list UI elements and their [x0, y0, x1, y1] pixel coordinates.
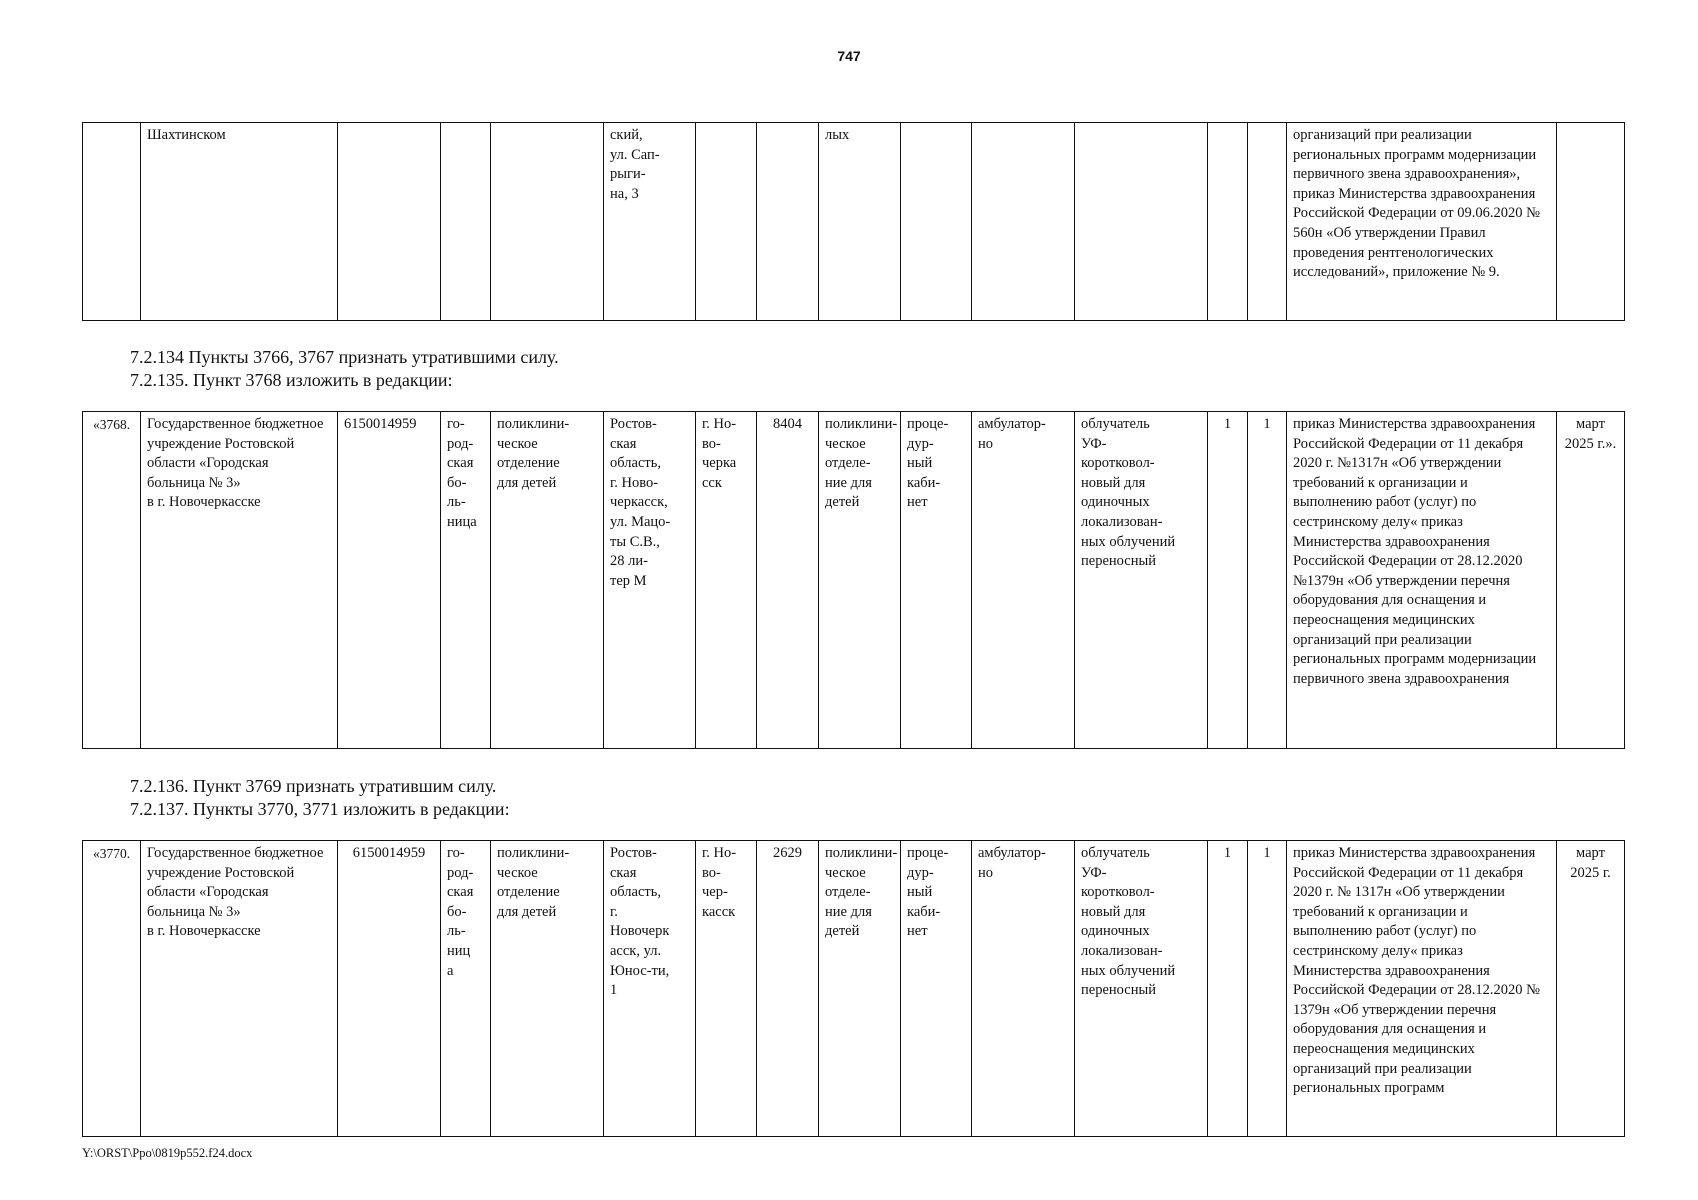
cell-term: [1557, 123, 1625, 321]
cell-name: Государственное бюджетное учреждение Ростовской области «Городская больница № 3» в г. Новочеркасске: [141, 412, 338, 749]
cell-qty1: 1: [1208, 841, 1248, 1137]
page-number: 747: [837, 48, 861, 64]
cell-city: г. Но- во- черка сск: [696, 412, 757, 749]
cell-address: ский, ул. Сап- рыги- на, 3: [604, 123, 696, 321]
table-row: [83, 412, 1625, 749]
paragraph-7-2-136: 7.2.136. Пункт 3769 признать утратившим силу.: [130, 776, 497, 796]
cell-name: Шахтинском: [141, 123, 338, 321]
cell-term: март 2025 г.: [1557, 841, 1625, 1137]
cell-inn: 6150014959: [338, 841, 441, 1137]
cell-room: [901, 123, 972, 321]
cell-basis: приказ Министерства здравоохранения Российской Федерации от 11 декабря 2020 г. №1317н «Об утверждении требований к организации и выполнению работ (услуг) по сестринскому делу« приказ Министерства здравоохранения Российской Федерации от 28.12.2020 №1379н «Об утверждении перечня оборудования для оснащения и переоснащения медицинских организаций при реализации региональных программ модернизации первичного звена здравоохранения: [1287, 412, 1557, 749]
cell-room: проце- дур- ный каби- нет: [901, 841, 972, 1137]
cell-num: «3770.: [83, 841, 141, 1137]
cell-subdivision: лых: [819, 123, 901, 321]
cell-subdivision: поликлини- ческое отделе- ние для детей: [819, 412, 901, 749]
table-point-3768: [82, 411, 1625, 749]
cell-qty2: [1248, 123, 1287, 321]
table-continuation: [82, 122, 1625, 321]
cell-division: [491, 123, 604, 321]
cell-code: 2629: [757, 841, 819, 1137]
footer-file-path: Y:\ORST\Ppo\0819p552.f24.docx: [82, 1146, 253, 1160]
cell-equipment: облучатель УФ- коротковол- новый для одиночных локализован- ных облучений переносный: [1075, 412, 1208, 749]
cell-inn: [338, 123, 441, 321]
cell-type: го- род- ская бо- ль- ниц а: [441, 841, 491, 1137]
cell-conditions: амбулатор- но: [972, 412, 1075, 749]
cell-city: [696, 123, 757, 321]
cell-address: Ростов- ская область, г. Ново- черкасск, ул. Мацо- ты С.В., 28 ли- тер М: [604, 412, 696, 749]
cell-equipment: [1075, 123, 1208, 321]
cell-qty2: 1: [1248, 412, 1287, 749]
cell-term: март 2025 г.».: [1557, 412, 1625, 749]
cell-conditions: амбулатор- но: [972, 841, 1075, 1137]
table-row: [83, 841, 1625, 1137]
cell-qty1: [1208, 123, 1248, 321]
cell-type: го- род- ская бо- ль- ница: [441, 412, 491, 749]
paragraph-7-2-135: 7.2.135. Пункт 3768 изложить в редакции:: [130, 370, 453, 390]
cell-division: поликлини- ческое отделение для детей: [491, 412, 604, 749]
cell-inn: 6150014959: [338, 412, 441, 749]
cell-code: [757, 123, 819, 321]
cell-num: «3768.: [83, 412, 141, 749]
cell-num: [83, 123, 141, 321]
table-point-3770: [82, 840, 1625, 1137]
cell-name: Государственное бюджетное учреждение Ростовской области «Городская больница № 3» в г. Новочеркасске: [141, 841, 338, 1137]
cell-qty1: 1: [1208, 412, 1248, 749]
cell-conditions: [972, 123, 1075, 321]
cell-qty2: 1: [1248, 841, 1287, 1137]
cell-basis: организаций при реализации региональных программ модернизации первичного звена здравоохранения», приказ Министерства здравоохранения Российской Федерации от 09.06.2020 № 560н «Об утверждении Правил проведения рентгенологических исследований», приложение № 9.: [1287, 123, 1557, 321]
cell-code: 8404: [757, 412, 819, 749]
cell-basis: приказ Министерства здравоохранения Российской Федерации от 11 декабря 2020 г. № 1317н «Об утверждении требований к организации и выполнению работ (услуг) по сестринскому делу« приказ Министерства здравоохранения Российской Федерации от 28.12.2020 № 1379н «Об утверждении перечня оборудования для оснащения и переоснащения медицинских организаций при реализации региональных программ: [1287, 841, 1557, 1137]
cell-equipment: облучатель УФ- коротковол- новый для одиночных локализован- ных облучений переносный: [1075, 841, 1208, 1137]
cell-room: проце- дур- ный каби- нет: [901, 412, 972, 749]
cell-address: Ростов- ская область, г. Новочерк асск, ул. Юнос-ти, 1: [604, 841, 696, 1137]
cell-division: поликлини- ческое отделение для детей: [491, 841, 604, 1137]
cell-type: [441, 123, 491, 321]
cell-subdivision: поликлини- ческое отделе- ние для детей: [819, 841, 901, 1137]
cell-city: г. Но- во- чер- касск: [696, 841, 757, 1137]
table-row: [83, 123, 1625, 321]
paragraph-7-2-134: 7.2.134 Пункты 3766, 3767 признать утратившими силу.: [130, 347, 559, 367]
paragraph-7-2-137: 7.2.137. Пункты 3770, 3771 изложить в редакции:: [130, 799, 510, 819]
